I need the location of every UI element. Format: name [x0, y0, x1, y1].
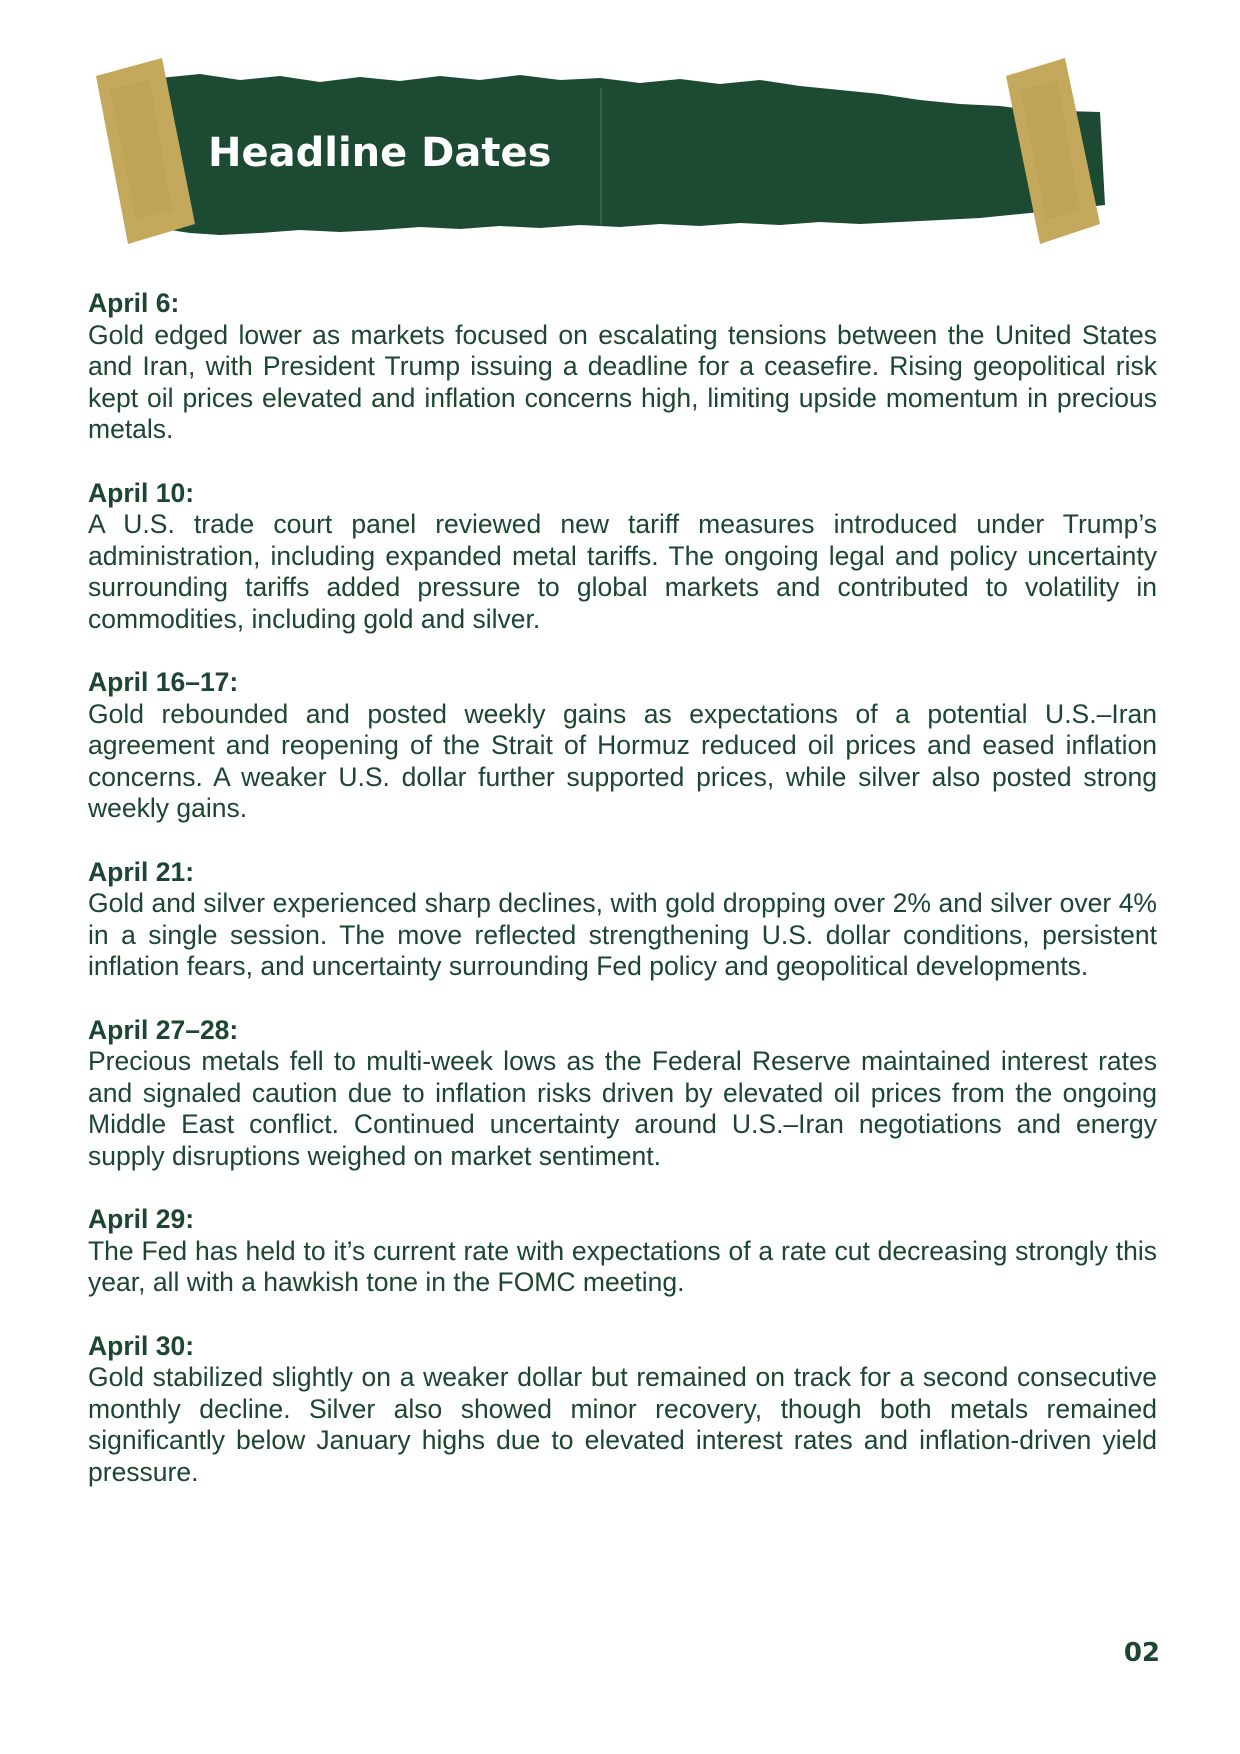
entry-text: Gold edged lower as markets focused on escalating tensions between the United States and Iran, with President Trump issuing a deadline for a ceasefire. Rising geopolitical risk kept oil prices elevated and inflation concerns high, limiting upside momentum in precious metals.	[88, 319, 1157, 444]
list-item	[88, 478, 1157, 636]
list-item	[88, 857, 1157, 983]
list-item	[88, 1204, 1157, 1299]
list-item	[88, 1015, 1157, 1173]
entry-date: April 16–17:	[88, 667, 239, 697]
list-item	[88, 288, 1157, 446]
list-item	[88, 1331, 1157, 1489]
entry-text: Precious metals fell to multi-week lows as the Federal Reserve maintained interest rates and signaled caution due to inflation risks driven by elevated oil prices from the ongoing Middle East conflict. Continued uncertainty around U.S.–Iran negotiations and energy supply disruptions weighed on market sentiment.	[88, 1046, 1157, 1171]
entry-text: A U.S. trade court panel reviewed new tariff measures introduced under Trump’s administration, including expanded metal tariffs. The ongoing legal and policy uncertainty surrounding tariffs added pressure to global markets and contributed to volatility in commodities, including gold and silver.	[88, 509, 1157, 634]
entry-date: April 29:	[88, 1204, 195, 1234]
headline-dates-list	[88, 288, 1157, 1520]
entry-date: April 10:	[88, 477, 195, 508]
page-number: 02	[1123, 1638, 1160, 1668]
torn-paper-banner	[0, 0, 1240, 260]
entry-text: Gold rebounded and posted weekly gains as expectations of a potential U.S.–Iran agreement and reopening of the Strait of Hormuz reduced oil prices and eased inflation concerns. A weaker U.S. dollar further supported prices, while silver also posted strong weekly gains.	[88, 698, 1157, 823]
entry-text: Gold stabilized slightly on a weaker dollar but remained on track for a second consecutive monthly decline. Silver also showed minor recovery, though both metals remained significantly below January highs due to elevated interest rates and inflation-driven yield pressure.	[88, 1362, 1157, 1487]
entry-text: The Fed has held to it’s current rate with expectations of a rate cut decreasing strongly this year, all with a hawkish tone in the FOMC meeting.	[88, 1235, 1157, 1297]
entry-date: April 27–28:	[88, 1014, 239, 1045]
entry-date: April 21:	[88, 856, 195, 887]
entry-date: April 30:	[88, 1330, 195, 1361]
list-item	[88, 667, 1157, 825]
entry-date: April 6:	[88, 288, 180, 318]
entry-text: Gold and silver experienced sharp declines, with gold dropping over 2% and silver over 4% in a single session. The move reflected strengthening U.S. dollar conditions, persistent inflation fears, and uncertainty surrounding Fed policy and geopolitical developments.	[88, 888, 1157, 981]
header-banner	[0, 0, 1240, 260]
page-title: Headline Dates	[208, 130, 552, 176]
